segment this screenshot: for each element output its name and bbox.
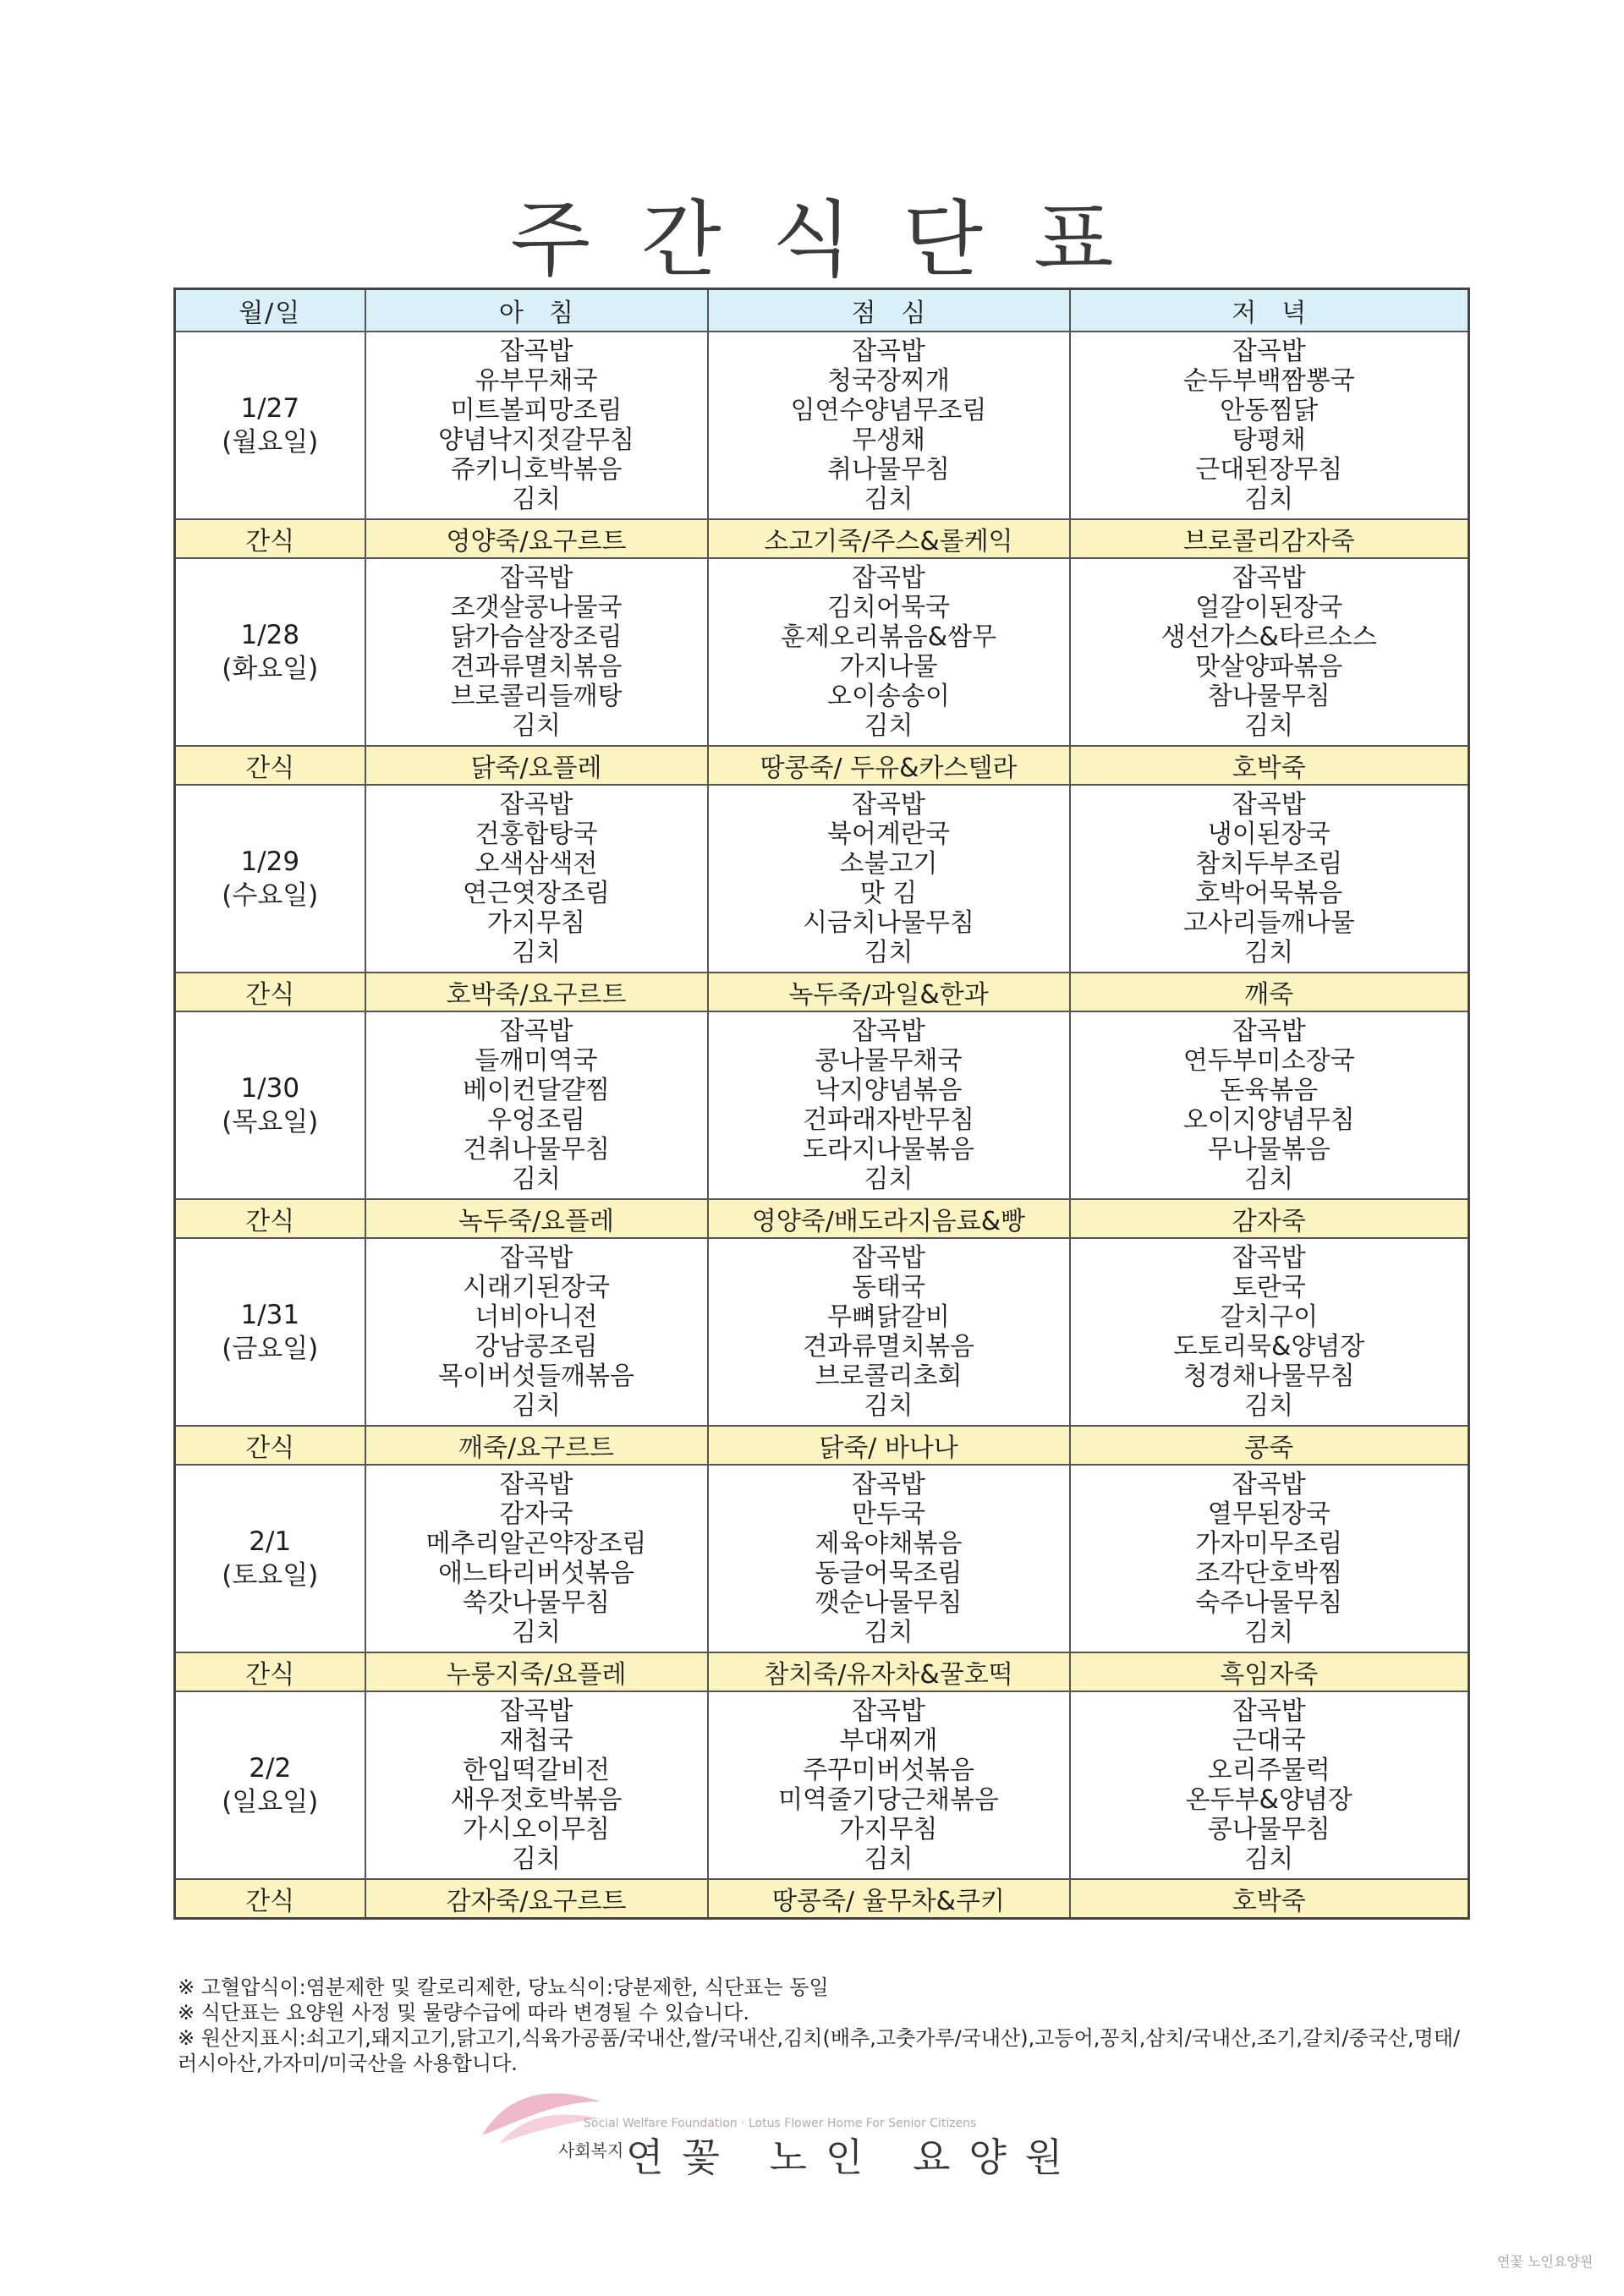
menu-item: 잡곡밥 <box>1232 563 1306 593</box>
menu-item: 잡곡밥 <box>499 1696 573 1726</box>
snack-item: 녹두죽/과일&한과 <box>708 973 1070 1011</box>
day-cell <box>175 1011 365 1199</box>
menu-item: 견과류멸치볶음 <box>450 652 623 682</box>
menu-item: 김치 <box>512 485 561 514</box>
snack-item: 누룽지죽/요플레 <box>365 1652 708 1691</box>
lunch-cell <box>708 1011 1070 1199</box>
menu-item: 김치 <box>1244 1618 1294 1647</box>
snack-row <box>175 973 1469 1011</box>
menu-item: 근대된장무침 <box>1195 455 1343 485</box>
snack-item: 브로콜리감자죽 <box>1070 519 1469 558</box>
menu-item: 맛 김 <box>859 879 918 908</box>
snack-item: 호박죽 <box>1070 746 1469 785</box>
snack-item: 닭죽/ 바나나 <box>708 1426 1070 1465</box>
menu-item: 참나물무침 <box>1207 682 1330 711</box>
day-cell <box>175 558 365 746</box>
menu-item: 가지무침 <box>487 908 585 938</box>
menu-item: 쥬키니호박볶음 <box>450 455 623 485</box>
day-date: 1/29 <box>240 847 300 877</box>
menu-item: 열무된장국 <box>1207 1499 1330 1529</box>
menu-item: 건파래자반무침 <box>803 1105 974 1135</box>
dinner-cell <box>1070 1238 1469 1426</box>
menu-item: 잡곡밥 <box>852 1016 925 1046</box>
snack-item: 땅콩죽/ 율무차&쿠키 <box>708 1879 1070 1919</box>
snack-row <box>175 746 1469 785</box>
menu-item: 부대찌개 <box>839 1726 938 1756</box>
day-date: 1/27 <box>240 393 300 424</box>
note-line: ※ 식단표는 요양원 사정 및 물량수급에 따라 변경될 수 있습니다. <box>178 2001 749 2025</box>
note-line: ※ 고혈압식이:염분제한 및 칼로리제한, 당뇨식이:당분제한, 식단표는 동일 <box>178 1975 829 1999</box>
footer-org-type: 사회복지 <box>558 2140 624 2161</box>
menu-item: 콩나물무침 <box>1207 1815 1330 1844</box>
lunch-cell <box>708 1465 1070 1652</box>
menu-item: 잡곡밥 <box>499 1243 573 1273</box>
menu-item: 양념낙지젓갈무침 <box>438 425 634 455</box>
day-weekday: (월요일) <box>222 427 319 458</box>
day-weekday: (수요일) <box>222 880 319 911</box>
menu-item: 김치 <box>1244 1844 1294 1874</box>
menu-item: 유부무채국 <box>475 366 598 396</box>
menu-item: 시래기된장국 <box>463 1273 610 1302</box>
breakfast-cell <box>365 558 708 746</box>
menu-item: 얼갈이된장국 <box>1195 593 1343 622</box>
header-dinner: 저녁 <box>1070 289 1469 332</box>
menu-item: 잡곡밥 <box>852 1470 925 1499</box>
menu-item: 잡곡밥 <box>499 790 573 819</box>
menu-item: 연두부미소장국 <box>1182 1046 1355 1076</box>
menu-item: 김치 <box>864 1618 914 1647</box>
dinner-cell <box>1070 558 1469 746</box>
menu-item: 잡곡밥 <box>852 1243 925 1273</box>
menu-item: 미트볼피망조림 <box>450 396 623 425</box>
menu-item: 브로콜리초회 <box>815 1362 963 1391</box>
snack-label: 간식 <box>175 1879 365 1919</box>
header-row <box>175 289 1469 332</box>
snack-label: 간식 <box>175 1652 365 1691</box>
menu-item: 김치 <box>1244 485 1294 514</box>
note-line: ※ 원산지표시:쇠고기,돼지고기,닭고기,식육가공품/국내산,쌀/국내산,김치(배추,고춧가루/국내산),고등어,꽁치,삼치/국내산,조기,갈치/중국산,명태/러시아산,가자미/미국산을 사용합니다. <box>178 2026 1461 2075</box>
day-row <box>175 1011 1469 1199</box>
footer-name: 연꽃 노인 요양원 <box>626 2134 1082 2180</box>
menu-item: 김치 <box>864 485 914 514</box>
menu-item: 김치 <box>864 1844 914 1874</box>
menu-item: 김치 <box>512 1164 561 1194</box>
menu-item: 김치 <box>864 1391 914 1421</box>
menu-item: 돈육볶음 <box>1220 1076 1319 1105</box>
menu-item: 김치 <box>864 938 914 967</box>
lunch-cell <box>708 1238 1070 1426</box>
menu-item: 김치어묵국 <box>827 593 950 622</box>
snack-label: 간식 <box>175 1199 365 1238</box>
menu-item: 고사리들깨나물 <box>1182 908 1355 938</box>
menu-item: 훈제오리볶음&쌈무 <box>780 622 997 652</box>
day-cell <box>175 332 365 519</box>
menu-item: 애느타리버섯볶음 <box>438 1559 634 1588</box>
breakfast-cell <box>365 785 708 973</box>
menu-item: 근대국 <box>1232 1726 1306 1756</box>
day-row <box>175 785 1469 973</box>
footer-english: Social Welfare Foundation · Lotus Flower Home For Senior Citizens <box>584 2117 977 2130</box>
breakfast-cell <box>365 1238 708 1426</box>
snack-item: 감자죽/요구르트 <box>365 1879 708 1919</box>
day-row <box>175 1691 1469 1879</box>
menu-item: 안동찜닭 <box>1220 396 1319 425</box>
day-cell <box>175 785 365 973</box>
weekly-menu-table <box>173 288 1470 1920</box>
lunch-cell <box>708 558 1070 746</box>
menu-item: 잡곡밥 <box>1232 1243 1306 1273</box>
menu-item: 메추리알곤약장조림 <box>425 1529 647 1559</box>
day-date: 1/30 <box>240 1073 300 1104</box>
menu-item: 토란국 <box>1232 1273 1306 1302</box>
snack-row <box>175 1652 1469 1691</box>
day-weekday: (금요일) <box>222 1334 319 1364</box>
day-weekday: (일요일) <box>222 1787 319 1817</box>
menu-item: 북어계란국 <box>827 819 950 849</box>
menu-item: 잡곡밥 <box>499 1016 573 1046</box>
menu-item: 닭가슴살장조림 <box>450 622 623 652</box>
menu-item: 무뼈닭갈비 <box>827 1302 950 1332</box>
snack-item: 녹두죽/요플레 <box>365 1199 708 1238</box>
snack-item: 흑임자죽 <box>1070 1652 1469 1691</box>
day-cell <box>175 1691 365 1879</box>
menu-item: 김치 <box>1244 711 1294 741</box>
menu-item: 브로콜리들깨탕 <box>450 682 623 711</box>
menu-item: 탕평채 <box>1232 425 1306 455</box>
menu-item: 잡곡밥 <box>1232 1696 1306 1726</box>
day-date: 2/2 <box>249 1753 292 1784</box>
menu-item: 호박어묵볶음 <box>1195 879 1343 908</box>
dinner-cell <box>1070 1691 1469 1879</box>
menu-item: 견과류멸치볶음 <box>803 1332 974 1362</box>
menu-item: 생선가스&타르소스 <box>1160 622 1377 652</box>
menu-item: 참치두부조림 <box>1195 849 1343 879</box>
menu-item: 우엉조림 <box>487 1105 585 1135</box>
day-row <box>175 558 1469 746</box>
snack-item: 땅콩죽/ 두유&카스텔라 <box>708 746 1070 785</box>
menu-item: 베이컨달걀찜 <box>463 1076 610 1105</box>
menu-item: 잡곡밥 <box>852 1696 925 1726</box>
dinner-cell <box>1070 332 1469 519</box>
day-row <box>175 1465 1469 1652</box>
menu-item: 순두부백짬뽕국 <box>1182 366 1355 396</box>
header-day: 월/일 <box>175 289 365 332</box>
snack-row <box>175 1426 1469 1465</box>
snack-item: 콩죽 <box>1070 1426 1469 1465</box>
menu-item: 연근엿장조림 <box>463 879 610 908</box>
day-cell <box>175 1238 365 1426</box>
menu-item: 깻순나물무침 <box>815 1588 963 1618</box>
snack-item: 감자죽 <box>1070 1199 1469 1238</box>
breakfast-cell <box>365 1011 708 1199</box>
lunch-cell <box>708 1691 1070 1879</box>
snack-label: 간식 <box>175 519 365 558</box>
menu-item: 잡곡밥 <box>499 563 573 593</box>
day-date: 1/28 <box>240 620 300 650</box>
footer-logo <box>474 2085 1235 2178</box>
day-row <box>175 1238 1469 1426</box>
menu-item: 동글어묵조림 <box>815 1559 963 1588</box>
menu-item: 도라지나물볶음 <box>803 1135 974 1164</box>
menu-item: 낙지양념볶음 <box>815 1076 963 1105</box>
menu-item: 김치 <box>512 1618 561 1647</box>
menu-item: 강남콩조림 <box>475 1332 598 1362</box>
snack-item: 깨죽/요구르트 <box>365 1426 708 1465</box>
header-lunch: 점심 <box>708 289 1070 332</box>
menu-item: 소불고기 <box>839 849 938 879</box>
header-breakfast: 아침 <box>365 289 708 332</box>
day-date: 1/31 <box>240 1300 300 1330</box>
corner-logo: 연꽃 노인요양원 <box>1497 2254 1594 2270</box>
menu-item: 시금치나물무침 <box>803 908 974 938</box>
dinner-cell <box>1070 1465 1469 1652</box>
day-cell <box>175 1465 365 1652</box>
snack-item: 소고기죽/주스&롤케익 <box>708 519 1070 558</box>
menu-item: 김치 <box>1244 1164 1294 1194</box>
breakfast-cell <box>365 1465 708 1652</box>
snack-label: 간식 <box>175 973 365 1011</box>
menu-item: 동태국 <box>852 1273 925 1302</box>
dinner-cell <box>1070 785 1469 973</box>
menu-item: 무나물볶음 <box>1207 1135 1330 1164</box>
menu-item: 잡곡밥 <box>852 790 925 819</box>
menu-item: 잡곡밥 <box>852 337 925 366</box>
breakfast-cell <box>365 1691 708 1879</box>
menu-item: 갈치구이 <box>1220 1302 1319 1332</box>
menu-item: 임연수양념무조림 <box>790 396 987 425</box>
snack-label: 간식 <box>175 1426 365 1465</box>
snack-item: 영양죽/배도라지음료&빵 <box>708 1199 1070 1238</box>
lunch-cell <box>708 332 1070 519</box>
menu-item: 잡곡밥 <box>1232 1016 1306 1046</box>
day-weekday: (목요일) <box>222 1107 319 1137</box>
menu-item: 청국장찌개 <box>827 366 950 396</box>
menu-item: 무생채 <box>852 425 925 455</box>
menu-item: 김치 <box>1244 1391 1294 1421</box>
day-weekday: (화요일) <box>222 654 319 684</box>
menu-item: 목이버섯들깨볶음 <box>438 1362 634 1391</box>
menu-item: 콩나물무채국 <box>815 1046 963 1076</box>
menu-item: 가지나물 <box>839 652 938 682</box>
menu-item: 주꾸미버섯볶음 <box>803 1756 974 1785</box>
menu-item: 오색삼색전 <box>475 849 598 879</box>
snack-row <box>175 519 1469 558</box>
menu-item: 쑥갓나물무침 <box>463 1588 610 1618</box>
menu-body <box>175 332 1469 1919</box>
snack-item: 영양죽/요구르트 <box>365 519 708 558</box>
menu-item: 김치 <box>512 1844 561 1874</box>
snack-item: 호박죽 <box>1070 1879 1469 1919</box>
menu-item: 김치 <box>512 938 561 967</box>
menu-item: 김치 <box>864 1164 914 1194</box>
menu-item: 잡곡밥 <box>499 337 573 366</box>
menu-item: 오이지양념무침 <box>1182 1105 1355 1135</box>
snack-row <box>175 1879 1469 1919</box>
dinner-cell <box>1070 1011 1469 1199</box>
menu-item: 온두부&양념장 <box>1185 1785 1352 1815</box>
menu-item: 가자미무조림 <box>1195 1529 1343 1559</box>
menu-item: 들깨미역국 <box>475 1046 598 1076</box>
page-title: 주간식단표 <box>510 192 1165 288</box>
menu-item: 잡곡밥 <box>1232 337 1306 366</box>
menu-item: 만두국 <box>852 1499 925 1529</box>
menu-item: 냉이된장국 <box>1207 819 1330 849</box>
menu-item: 잡곡밥 <box>499 1470 573 1499</box>
snack-label: 간식 <box>175 746 365 785</box>
menu-item: 오리주물럭 <box>1207 1756 1330 1785</box>
menu-item: 새우젓호박볶음 <box>450 1785 623 1815</box>
menu-item: 취나물무침 <box>827 455 950 485</box>
menu-item: 김치 <box>512 711 561 741</box>
menu-item: 조갯살콩나물국 <box>450 593 623 622</box>
menu-item: 재첩국 <box>499 1726 573 1756</box>
notes <box>178 1975 1463 2076</box>
menu-item: 가지무침 <box>839 1815 938 1844</box>
menu-item: 잡곡밥 <box>1232 790 1306 819</box>
snack-item: 참치죽/유자차&꿀호떡 <box>708 1652 1070 1691</box>
menu-item: 도토리묵&양념장 <box>1173 1332 1365 1362</box>
day-weekday: (토요일) <box>222 1560 319 1591</box>
menu-item: 조각단호박찜 <box>1195 1559 1343 1588</box>
menu-item: 건홍합탕국 <box>475 819 598 849</box>
menu-item: 감자국 <box>499 1499 573 1529</box>
snack-item: 닭죽/요플레 <box>365 746 708 785</box>
snack-row <box>175 1199 1469 1238</box>
day-row <box>175 332 1469 519</box>
menu-item: 김치 <box>864 711 914 741</box>
day-date: 2/1 <box>249 1526 292 1557</box>
menu-item: 가시오이무침 <box>463 1815 610 1844</box>
menu-item: 미역줄기당근채볶음 <box>778 1785 999 1815</box>
breakfast-cell <box>365 332 708 519</box>
snack-item: 깨죽 <box>1070 973 1469 1011</box>
menu-item: 너비아니전 <box>475 1302 598 1332</box>
menu-item: 잡곡밥 <box>852 563 925 593</box>
menu-item: 건취나물무침 <box>463 1135 610 1164</box>
menu-item: 김치 <box>512 1391 561 1421</box>
menu-item: 잡곡밥 <box>1232 1470 1306 1499</box>
lunch-cell <box>708 785 1070 973</box>
menu-item: 청경채나물무침 <box>1182 1362 1355 1391</box>
menu-item: 김치 <box>1244 938 1294 967</box>
menu-item: 한입떡갈비전 <box>463 1756 610 1785</box>
menu-item: 제육야채볶음 <box>815 1529 963 1559</box>
menu-item: 맛살양파볶음 <box>1195 652 1343 682</box>
menu-item: 숙주나물무침 <box>1195 1588 1343 1618</box>
snack-item: 호박죽/요구르트 <box>365 973 708 1011</box>
menu-item: 오이송송이 <box>827 682 950 711</box>
